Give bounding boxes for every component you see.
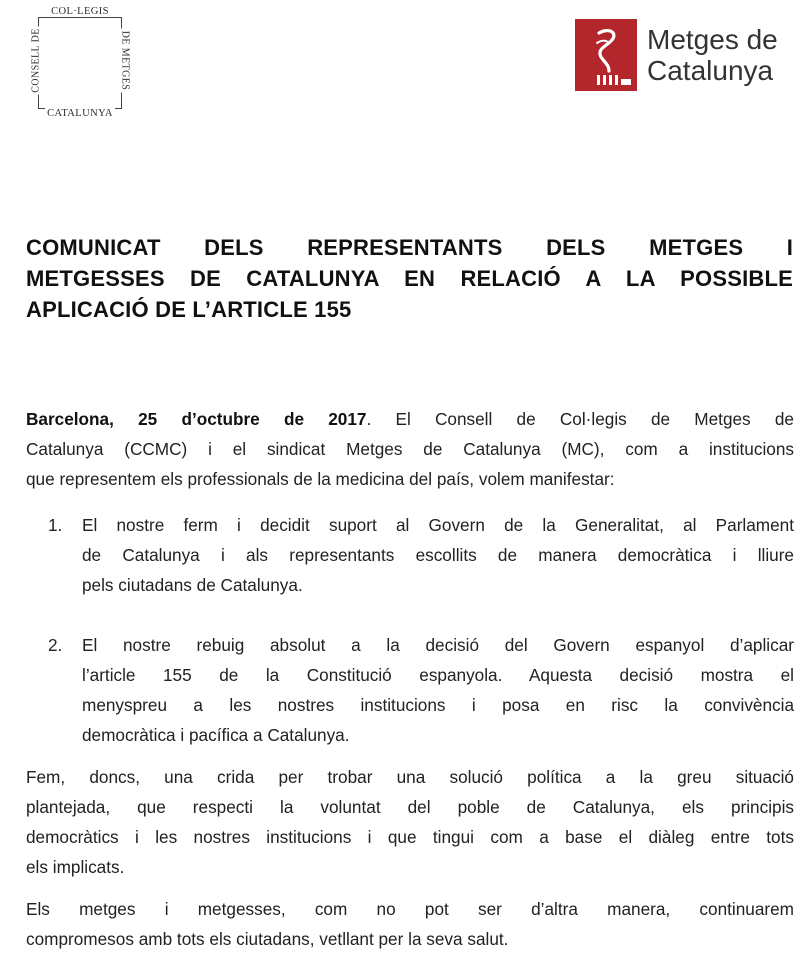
list-item-line: El nostre ferm i decidit suport al Govern de la Generalitat, al Parlament	[82, 515, 794, 535]
paragraph-line: els implicats.	[26, 857, 125, 877]
paragraph-line: compromesos amb tots els ciutadans, vetllant per la seva salut.	[26, 929, 509, 949]
seal-left-text: CONSELL DE	[30, 28, 42, 93]
list-item-line: pels ciutadans de Catalunya.	[82, 575, 303, 595]
mc-logo-line2: Catalunya	[647, 55, 774, 86]
paragraph-line: Fem, doncs, una crida per trobar una solució política a la greu situació	[26, 767, 794, 787]
dateline: Barcelona, 25 d’octubre de 2017	[26, 409, 367, 429]
seal-right-text: DE METGES	[119, 30, 131, 91]
list-item	[48, 630, 794, 750]
list-item	[48, 510, 794, 600]
metges-de-catalunya-logo	[575, 18, 795, 92]
seal-bottom-text: CATALUNYA	[47, 108, 113, 119]
numbered-list	[48, 510, 794, 750]
list-number: 1.	[48, 515, 63, 535]
title-line-3: APLICACIÓ DE L’ARTICLE 155	[26, 297, 352, 322]
document-title	[26, 232, 793, 325]
seal-frame	[38, 17, 122, 109]
seal-top-text: COL·LEGIS	[51, 6, 109, 17]
mc-logo-line1: Metges de	[647, 24, 778, 55]
list-item-line: de Catalunya i als representants escollits de manera democràtica i lliure	[82, 545, 794, 565]
paragraph-line: democràtics i les nostres institucions i que tingui com a base el diàleg entre tots	[26, 827, 794, 847]
mc-logo-wordmark	[647, 24, 778, 86]
title-line-1: COMUNICAT DELS REPRESENTANTS DELS METGES I	[26, 235, 794, 260]
ccmc-seal-logo	[24, 6, 136, 119]
list-item-line: l’article 155 de la Constitució espanyola. Aquesta decisió mostra el	[82, 665, 794, 685]
list-item-line: menyspreu a les nostres institucions i posa en risc la convivència	[82, 695, 794, 715]
paragraph-line: plantejada, que respecti la voluntat del poble de Catalunya, els principis	[26, 797, 794, 817]
title-line-2: METGESSES DE CATALUNYA EN RELACIÓ A LA POSSIBLE	[26, 266, 793, 291]
closing-paragraph	[26, 894, 794, 954]
intro-line-2: Catalunya (CCMC) i el sindicat Metges de Catalunya (MC), com a institucions	[26, 439, 794, 459]
list-number: 2.	[48, 635, 63, 655]
intro-line-3: que representem els professionals de la medicina del país, volem manifestar:	[26, 469, 615, 489]
paragraph-line: Els metges i metgesses, com no pot ser d’altra manera, continuarem	[26, 899, 794, 919]
call-paragraph	[26, 762, 794, 882]
intro-line-1: Barcelona, 25 d’octubre de 2017. El Consell de Col·legis de Metges de	[26, 409, 794, 429]
list-item-line: democràtica i pacífica a Catalunya.	[82, 725, 350, 745]
intro-paragraph	[26, 404, 794, 494]
mc-logo-mark-icon	[575, 19, 637, 91]
list-item-line: El nostre rebuig absolut a la decisió del Govern espanyol d’aplicar	[82, 635, 794, 655]
